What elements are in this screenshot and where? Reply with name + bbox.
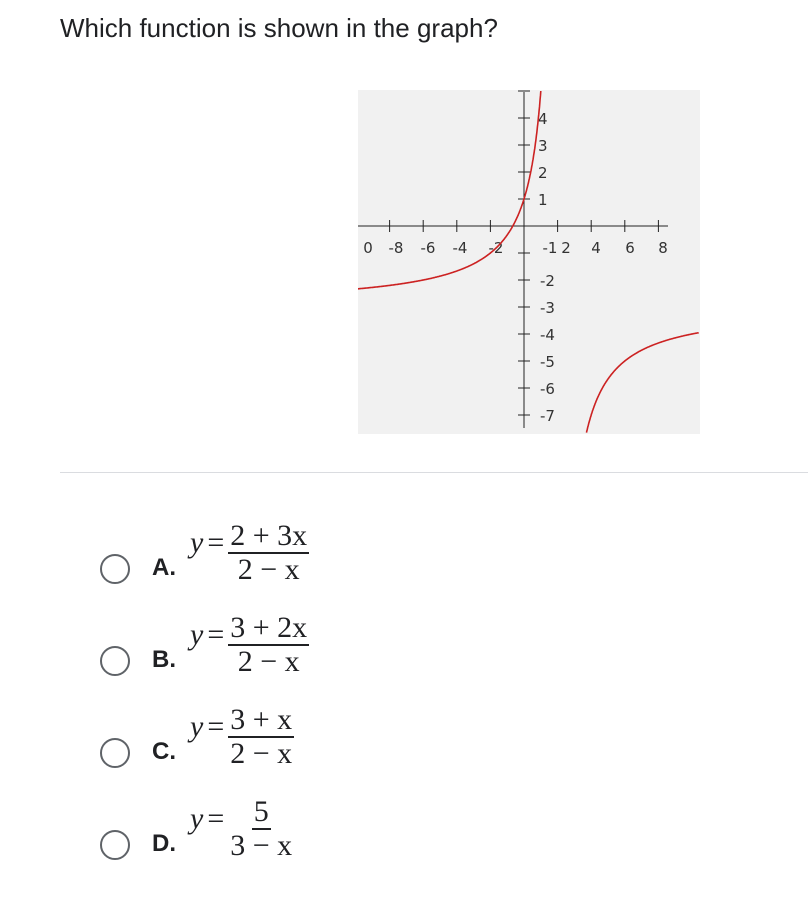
option-formula xyxy=(190,520,309,586)
numerator: 5 xyxy=(253,795,269,828)
y-tick-label: -2 xyxy=(540,272,555,290)
numerator: 2 + 3x xyxy=(230,519,308,552)
option-letter: A. xyxy=(152,554,176,581)
radio-button-b[interactable] xyxy=(100,646,130,676)
y-tick-label: 1 xyxy=(538,191,548,209)
y-tick-label: 3 xyxy=(538,137,548,155)
numerator: 3 + x xyxy=(230,703,293,736)
x-tick-label: 2 xyxy=(561,239,571,257)
fraction xyxy=(228,612,309,678)
option-b[interactable] xyxy=(100,602,500,682)
formula-equals: = xyxy=(207,802,225,835)
graph-svg xyxy=(358,90,700,434)
formula-equals: = xyxy=(207,710,225,743)
formula-equals: = xyxy=(207,526,225,559)
x-tick-label: 6 xyxy=(625,239,635,257)
y-tick-label: 2 xyxy=(538,164,548,182)
y-tick-label: -7 xyxy=(540,407,555,425)
option-letter: B. xyxy=(152,646,176,673)
function-graph xyxy=(358,90,700,434)
x-tick-label: -2 xyxy=(488,239,504,257)
radio-button-d[interactable] xyxy=(100,830,130,860)
x-tick-label: -1 xyxy=(542,239,558,257)
denominator: 2 − x xyxy=(237,553,300,586)
formula-lhs: y xyxy=(190,526,204,559)
y-tick-label: -4 xyxy=(540,326,555,344)
y-tick-label: -5 xyxy=(540,353,555,371)
x-tick-label: -6 xyxy=(420,239,436,257)
x-tick-label: 4 xyxy=(591,239,601,257)
numerator: 3 + 2x xyxy=(230,611,308,644)
y-tick-label: -3 xyxy=(540,299,555,317)
option-formula xyxy=(190,612,309,678)
question-title: Which function is shown in the graph? xyxy=(60,13,498,43)
curve-right-branch xyxy=(587,333,699,433)
formula-lhs: y xyxy=(190,802,204,835)
x-tick-label: -4 xyxy=(452,239,468,257)
denominator: 3 − x xyxy=(230,829,293,862)
y-tick-label: 4 xyxy=(538,110,548,128)
fraction xyxy=(228,704,294,770)
x-tick-label: 0 xyxy=(363,239,373,257)
fraction xyxy=(228,520,309,586)
formula-lhs: y xyxy=(190,710,204,743)
radio-button-a[interactable] xyxy=(100,554,130,584)
formula-lhs: y xyxy=(190,618,204,651)
radio-button-c[interactable] xyxy=(100,738,130,768)
option-formula xyxy=(190,796,294,862)
fraction xyxy=(228,796,294,862)
denominator: 2 − x xyxy=(237,645,300,678)
option-formula xyxy=(190,704,294,770)
option-c[interactable] xyxy=(100,694,500,774)
option-letter: C. xyxy=(152,738,176,765)
option-letter: D. xyxy=(152,830,176,857)
curve-left-branch xyxy=(358,91,541,289)
option-d[interactable] xyxy=(100,786,500,866)
y-tick-label: -6 xyxy=(540,380,555,398)
formula-equals: = xyxy=(207,618,225,651)
denominator: 2 − x xyxy=(230,737,293,770)
divider xyxy=(60,472,808,473)
x-tick-label: -8 xyxy=(388,239,404,257)
option-a[interactable] xyxy=(100,510,500,590)
x-tick-label: 8 xyxy=(658,239,668,257)
